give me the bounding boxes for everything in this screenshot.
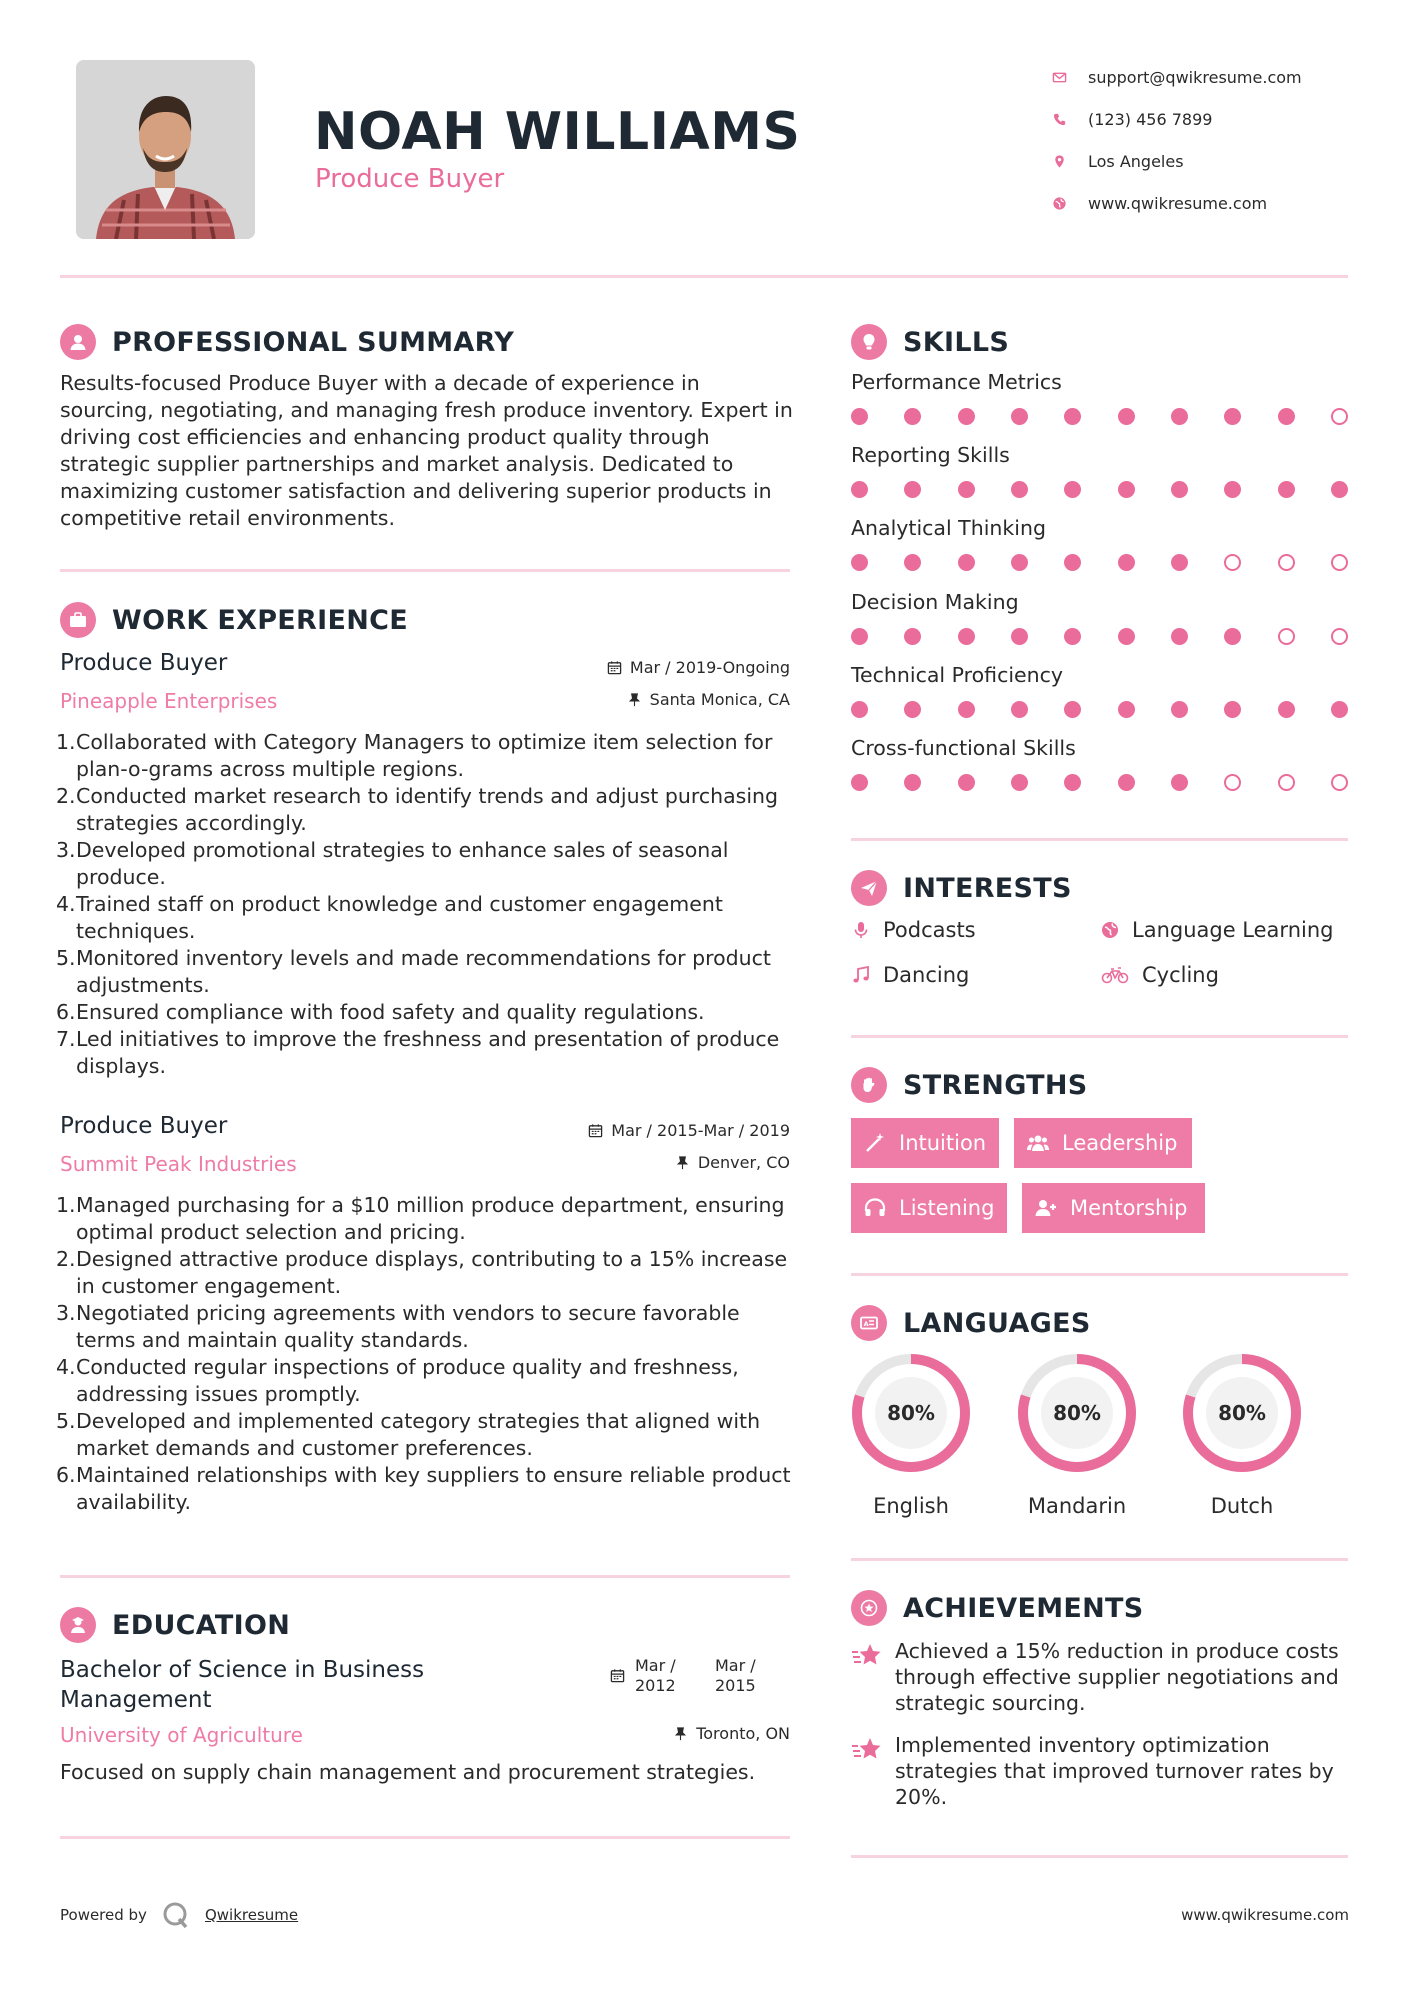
user-plus-icon — [1034, 1196, 1058, 1220]
job-2-dates-text: Mar / 2015-Mar / 2019 — [611, 1121, 790, 1140]
rating-dot-filled — [1118, 554, 1135, 571]
candidate-name: NOAH WILLIAMS — [314, 102, 801, 162]
work-section-title — [60, 602, 408, 638]
strength-mentorship — [1022, 1183, 1205, 1233]
language-name: Mandarin — [1027, 1494, 1127, 1518]
rating-dot-empty — [1278, 628, 1295, 645]
music-note-icon — [851, 965, 871, 985]
bicycle-icon — [1100, 965, 1130, 985]
pushpin-icon — [675, 1155, 690, 1170]
lightbulb-icon — [851, 324, 887, 360]
qwikresume-logo-icon — [161, 1900, 191, 1930]
paper-plane-icon — [851, 870, 887, 906]
contact-website[interactable] — [1050, 182, 1380, 224]
achievement-item — [851, 1732, 1343, 1810]
achievements-section-title — [851, 1590, 1144, 1626]
rating-dot-filled — [904, 701, 921, 718]
list-item: 1. Collaborated with Category Managers to optimize item selection for plan-o-grams across multiple regions. — [56, 730, 773, 781]
job-1-location-text: Santa Monica, CA — [649, 690, 790, 709]
rating-dot-filled — [958, 554, 975, 571]
footer-url[interactable]: www.qwikresume.com — [1181, 1906, 1349, 1924]
rating-dot-filled — [1331, 701, 1348, 718]
magic-wand-icon — [863, 1131, 887, 1155]
skills-divider — [851, 838, 1348, 841]
skill-rating — [851, 408, 1348, 425]
rating-dot-filled — [1118, 628, 1135, 645]
education-school: University of Agriculture — [60, 1723, 303, 1747]
education-title: EDUCATION — [112, 1609, 291, 1641]
rating-dot-filled — [1171, 554, 1188, 571]
contact-location-text: Los Angeles — [1088, 151, 1184, 171]
contact-phone[interactable] — [1050, 98, 1380, 140]
list-item: 3. Developed promotional strategies to enhance sales of seasonal produce. — [56, 838, 729, 889]
contact-email-text: support@qwikresume.com — [1088, 67, 1302, 87]
rating-dot-filled — [1224, 701, 1241, 718]
education-location-text: Toronto, ON — [696, 1724, 790, 1743]
skill-rating — [851, 554, 1348, 571]
shooting-star-icon — [851, 1734, 883, 1764]
achievement-item — [851, 1638, 1343, 1716]
rating-dot-empty — [1224, 774, 1241, 791]
rating-dot-filled — [1011, 701, 1028, 718]
interests-section-title — [851, 870, 1072, 906]
rating-dot-filled — [1278, 408, 1295, 425]
user-icon — [60, 324, 96, 360]
rating-dot-filled — [1118, 774, 1135, 791]
interest-label: Cycling — [1142, 963, 1219, 987]
skill-rating — [851, 481, 1348, 498]
calendar-icon — [610, 1668, 625, 1683]
list-item: 5. Developed and implemented category strategies that aligned with market demands and customer preferences. — [56, 1409, 761, 1460]
job-2-location-text: Denver, CO — [697, 1153, 790, 1172]
skill-name: Technical Proficiency — [851, 662, 1064, 687]
education-description: Focused on supply chain management and procurement strategies. — [60, 1760, 756, 1784]
list-item: 4. Conducted regular inspections of produce quality and freshness, addressing issues promptly. — [56, 1355, 739, 1406]
rating-dot-filled — [1171, 408, 1188, 425]
interest-label: Dancing — [883, 963, 970, 987]
strength-label: Listening — [899, 1196, 995, 1220]
rating-dot-filled — [958, 481, 975, 498]
skill-name: Performance Metrics — [851, 370, 1062, 394]
list-item: 6. Maintained relationships with key suppliers to ensure reliable product availability. — [56, 1463, 791, 1514]
interest-label: Podcasts — [883, 918, 976, 942]
rating-dot-filled — [1064, 481, 1081, 498]
skill-name: Cross-functional Skills — [851, 736, 1076, 760]
skill-rating — [851, 628, 1348, 645]
rating-dot-filled — [1011, 554, 1028, 571]
contact-website-text: www.qwikresume.com — [1088, 193, 1268, 213]
star-badge-icon — [851, 1590, 887, 1626]
language-percent: 80% — [1053, 1401, 1101, 1425]
education-divider — [60, 1836, 790, 1839]
rating-dot-filled — [1011, 481, 1028, 498]
interest-podcasts — [851, 918, 976, 942]
rating-dot-filled — [1171, 628, 1188, 645]
summary-title: PROFESSIONAL SUMMARY — [112, 326, 515, 358]
interests-title: INTERESTS — [903, 872, 1072, 904]
list-item: 7. Led initiatives to improve the freshness and presentation of produce displays. — [56, 1027, 780, 1078]
calendar-icon — [588, 1123, 603, 1138]
powered-by-text: Powered by — [60, 1906, 147, 1924]
job-1-dates — [607, 658, 790, 677]
rating-dot-empty — [1331, 408, 1348, 425]
rating-dot-filled — [1331, 481, 1348, 498]
rating-dot-filled — [1224, 408, 1241, 425]
summary-section-title — [60, 324, 514, 360]
rating-dot-filled — [1064, 554, 1081, 571]
rating-dot-filled — [1011, 408, 1028, 425]
rating-dot-filled — [1224, 628, 1241, 645]
id-card-icon — [851, 1305, 887, 1341]
header-divider — [60, 275, 1348, 278]
contact-list — [1050, 56, 1380, 224]
education-location — [673, 1724, 790, 1743]
job-1-dates-text: Mar / 2019-Ongoing — [629, 658, 790, 677]
svg-text:A: A — [863, 1320, 869, 1328]
rating-dot-filled — [958, 628, 975, 645]
rating-dot-empty — [1278, 554, 1295, 571]
languages-title: LANGUAGES — [903, 1307, 1091, 1339]
rating-dot-empty — [1224, 554, 1241, 571]
languages-divider — [851, 1558, 1348, 1561]
work-title: WORK EXPERIENCE — [112, 604, 408, 636]
education-dates — [610, 1656, 775, 1696]
envelope-icon — [1050, 68, 1068, 86]
strength-leadership — [1014, 1118, 1192, 1168]
rating-dot-empty — [1331, 554, 1348, 571]
language-ring — [1015, 1351, 1139, 1475]
list-item: 6. Ensured compliance with food safety and quality regulations. — [56, 1000, 705, 1024]
strengths-title: STRENGTHS — [903, 1069, 1088, 1101]
list-item: 1. Managed purchasing for a $10 million produce department, ensuring optimal product selection and pricing. — [56, 1193, 785, 1244]
skill-name: Reporting Skills — [851, 443, 1010, 468]
rating-dot-filled — [1171, 701, 1188, 718]
skill-name: Analytical Thinking — [851, 516, 1046, 541]
education-start-date: Mar / 2012 — [635, 1656, 676, 1695]
interests-divider — [851, 1035, 1348, 1038]
globe-icon — [1100, 920, 1120, 940]
rating-dot-filled — [1118, 481, 1135, 498]
rating-dot-filled — [1278, 701, 1295, 718]
education-degree: Bachelor of Science in Business Management — [60, 1657, 425, 1713]
job-1-responsibilities — [56, 729, 796, 1080]
rating-dot-filled — [1118, 701, 1135, 718]
rating-dot-filled — [851, 408, 868, 425]
list-item: 2. Conducted market research to identify trends and adjust purchasing strategies accordingly. — [56, 784, 779, 835]
rating-dot-filled — [1171, 481, 1188, 498]
profile-photo-illustration — [76, 60, 255, 239]
summary-text: Results-focused Produce Buyer with a decade of experience in sourcing, negotiating, and managing fresh produce inventory. Expert in driving cost efficiencies and enhancing product quality through strategic supplier partnerships and market analysis. Dedicated to maximizing customer satisfaction and delivering superior products in competitive retail environments. — [60, 371, 793, 530]
strength-label: Leadership — [1062, 1131, 1178, 1155]
calendar-icon — [607, 660, 622, 675]
rating-dot-filled — [1278, 481, 1295, 498]
list-item: 2. Designed attractive produce displays, contributing to a 15% increase in customer engagement. — [56, 1247, 788, 1298]
rating-dot-filled — [904, 774, 921, 791]
job-2-dates — [588, 1121, 790, 1140]
strength-intuition — [851, 1118, 999, 1168]
interest-dancing — [851, 963, 969, 987]
profile-photo — [76, 60, 255, 239]
rating-dot-filled — [1064, 628, 1081, 645]
rating-dot-filled — [904, 628, 921, 645]
language-item — [849, 1351, 973, 1518]
headphones-icon — [863, 1196, 887, 1220]
phone-icon — [1050, 110, 1068, 128]
rating-dot-filled — [1118, 408, 1135, 425]
strengths-section-title — [851, 1067, 1088, 1103]
skill-rating — [851, 701, 1348, 718]
shooting-star-icon — [851, 1640, 883, 1670]
job-1-location — [627, 690, 790, 709]
fist-icon — [851, 1067, 887, 1103]
strength-label: Intuition — [899, 1131, 987, 1155]
achievements-divider — [851, 1855, 1348, 1858]
globe-icon — [1050, 194, 1068, 212]
rating-dot-empty — [1331, 628, 1348, 645]
footer-brand-link[interactable]: Qwikresume — [204, 1906, 299, 1924]
job-2-company: Summit Peak Industries — [60, 1152, 297, 1176]
achievement-text: Achieved a 15% reduction in produce costs through effective supplier negotiations and strategic sourcing. — [895, 1639, 1339, 1715]
job-1-title: Produce Buyer — [60, 650, 228, 676]
education-end-date: Mar / 2015 — [715, 1656, 756, 1695]
contact-phone-text: (123) 456 7899 — [1088, 109, 1213, 129]
strengths-divider — [851, 1273, 1348, 1276]
rating-dot-filled — [1064, 774, 1081, 791]
rating-dot-filled — [904, 554, 921, 571]
language-ring — [849, 1351, 973, 1475]
achievements-title: ACHIEVEMENTS — [903, 1592, 1144, 1624]
rating-dot-empty — [1331, 774, 1348, 791]
list-item: 5. Monitored inventory levels and made recommendations for product adjustments. — [56, 946, 771, 997]
list-item: 4. Trained staff on product knowledge and customer engagement techniques. — [56, 892, 723, 943]
language-ring — [1180, 1351, 1304, 1475]
strength-label: Mentorship — [1070, 1196, 1188, 1220]
skills-section-title — [851, 324, 1009, 360]
achievement-text: Implemented inventory optimization strategies that improved turnover rates by 20%. — [895, 1733, 1334, 1809]
rating-dot-filled — [1011, 774, 1028, 791]
language-item — [1180, 1351, 1304, 1518]
rating-dot-filled — [851, 774, 868, 791]
map-pin-icon — [1050, 152, 1068, 170]
work-divider — [60, 1575, 790, 1578]
interest-cycling — [1100, 963, 1219, 987]
language-item — [1015, 1351, 1139, 1518]
rating-dot-filled — [1011, 628, 1028, 645]
summary-divider — [60, 569, 790, 572]
language-name: Dutch — [1210, 1494, 1274, 1518]
users-icon — [1026, 1131, 1050, 1155]
rating-dot-empty — [1278, 774, 1295, 791]
strength-listening — [851, 1183, 1007, 1233]
job-2-title: Produce Buyer — [60, 1113, 228, 1139]
rating-dot-filled — [851, 481, 868, 498]
skill-name: Decision Making — [851, 589, 1019, 614]
languages-section-title — [851, 1305, 1091, 1341]
rating-dot-filled — [851, 628, 868, 645]
job-2-responsibilities — [56, 1192, 796, 1516]
skills-title: SKILLS — [903, 326, 1010, 358]
candidate-role: Produce Buyer — [315, 164, 505, 194]
graduation-icon — [60, 1607, 96, 1643]
rating-dot-filled — [904, 481, 921, 498]
interest-label: Language Learning — [1132, 918, 1334, 942]
rating-dot-filled — [958, 774, 975, 791]
rating-dot-filled — [958, 701, 975, 718]
rating-dot-filled — [1064, 408, 1081, 425]
rating-dot-filled — [1224, 481, 1241, 498]
rating-dot-filled — [904, 408, 921, 425]
contact-email[interactable] — [1050, 56, 1380, 98]
footer-powered-by — [60, 1900, 298, 1930]
rating-dot-filled — [958, 408, 975, 425]
rating-dot-filled — [851, 701, 868, 718]
pushpin-icon — [673, 1726, 688, 1741]
list-item: 3. Negotiated pricing agreements with vendors to secure favorable terms and maintain quality standards. — [56, 1301, 740, 1352]
job-2-location — [675, 1153, 790, 1172]
language-percent: 80% — [887, 1401, 935, 1425]
education-section-title — [60, 1607, 290, 1643]
microphone-icon — [851, 920, 871, 940]
interest-language-learning — [1100, 918, 1333, 942]
briefcase-icon — [60, 602, 96, 638]
language-percent: 80% — [1218, 1401, 1266, 1425]
rating-dot-filled — [1171, 774, 1188, 791]
rating-dot-filled — [1064, 701, 1081, 718]
pushpin-icon — [627, 692, 642, 707]
skill-rating — [851, 774, 1348, 791]
rating-dot-filled — [851, 554, 868, 571]
language-name: English — [873, 1494, 949, 1518]
job-1-company: Pineapple Enterprises — [60, 689, 278, 713]
contact-location — [1050, 140, 1380, 182]
